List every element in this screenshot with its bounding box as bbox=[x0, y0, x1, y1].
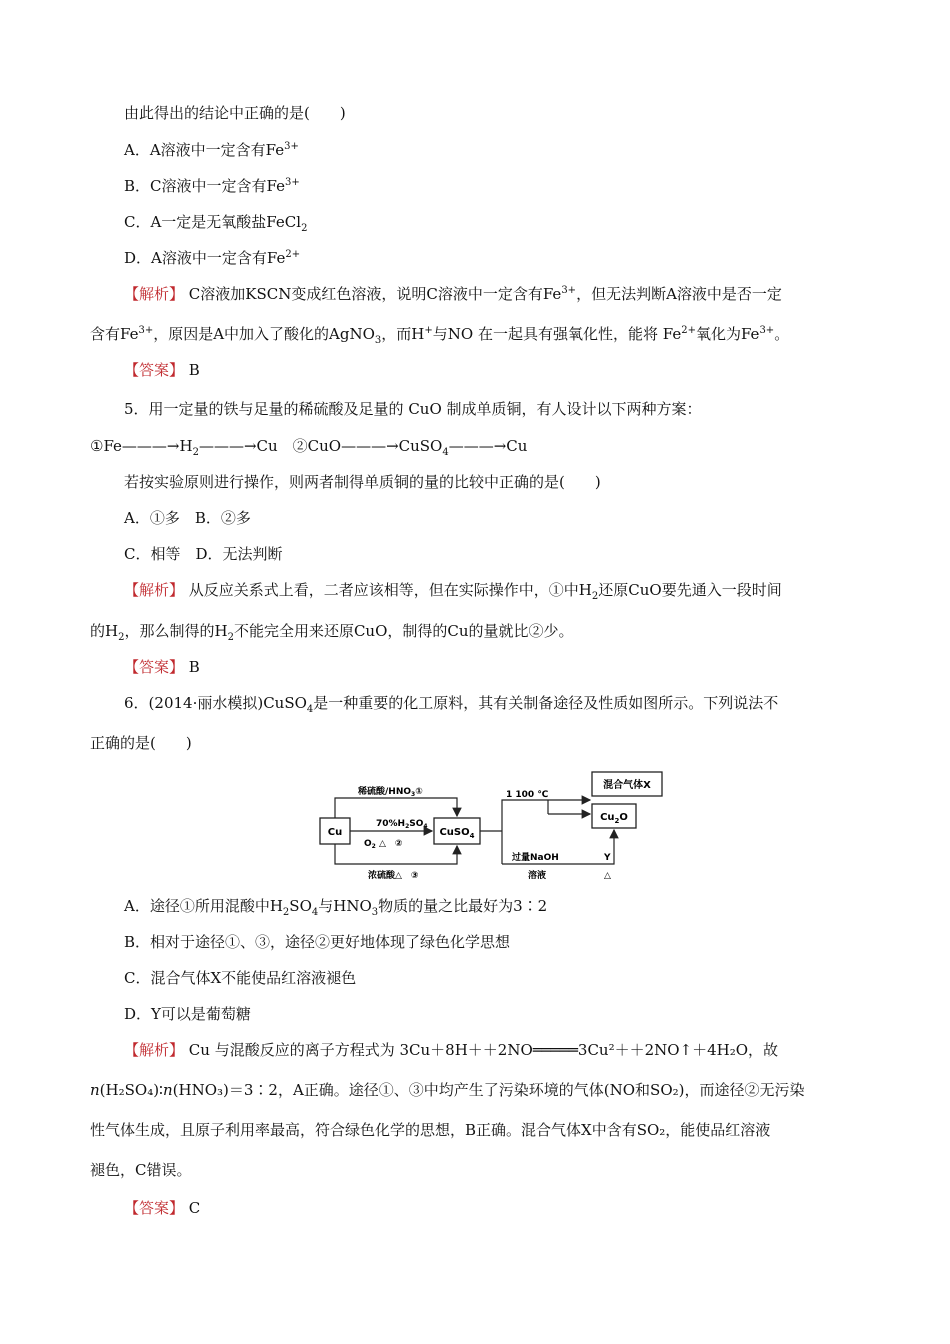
route2-bottom-label: $O_2$ △ ② bbox=[364, 839, 403, 850]
cu2o-label: $Cu_2O$ bbox=[600, 812, 628, 825]
cuso4-label: CuSO$_4$ bbox=[439, 827, 475, 840]
q4-analysis-line1: 【解析】 C溶液加KSCN变成红色溶液，说明C溶液中一定含有$Fe^{3+}$，但无法判断A溶液中是否一定 bbox=[124, 285, 782, 303]
q6-analysis-line4: 褪色，C错误。 bbox=[90, 1161, 192, 1179]
q6-analysis-line3: 性气体生成，且原子利用率最高，符合绿色化学的思想，B正确。混合气体X中含有SO₂，能使品红溶液 bbox=[90, 1121, 771, 1139]
q6-stem-line1: 6．(2014·丽水模拟)CuSO$_4$是一种重要的化工原料，其有关制备途径及性质如图所示。下列说法不 bbox=[124, 694, 779, 715]
cu-label: Cu bbox=[327, 827, 343, 838]
q4-option-a: A．A溶液中一定含有$Fe^{3+}$ bbox=[124, 141, 299, 159]
q5-stem: 5．用一定量的铁与足量的稀硫酸及足量的 CuO 制成单质铜，有人设计以下两种方案： bbox=[124, 400, 702, 418]
q5-options-ab: A．①多 B．②多 bbox=[124, 509, 251, 527]
naoh-top-label: 过量NaOH bbox=[512, 853, 559, 863]
cuso4-preparation-diagram bbox=[318, 770, 670, 886]
q5-answer: 【答案】 B bbox=[124, 658, 200, 676]
q5-schemes: $①Fe———\to H_2———\to Cu$ ②CuO———→CuSO$_4$———→Cu bbox=[90, 437, 528, 458]
analysis-tag: 【解析】 bbox=[124, 1041, 185, 1059]
q4-analysis-line2: 含有$Fe^{3+}$，原因是A中加入了酸化的AgNO$_3$，而H+与NO 在一起具有强氧化性，能将 $Fe^{2+}$氧化为$Fe^{3+}$。 bbox=[90, 325, 790, 346]
q6-analysis-line2: n(H₂SO₄)∶n(HNO₃)＝3∶2，A正确。途径①、③中均产生了污染环境的气体(NO和SO₂)，而途径②无污染 bbox=[90, 1081, 805, 1099]
q6-analysis-line1: 【解析】 Cu 与混酸反应的离子方程式为 3Cu＋8H＋＋2NO═════3Cu²＋＋2NO↑＋4H₂O，故 bbox=[124, 1041, 779, 1059]
answer-tag: 【答案】 bbox=[124, 1199, 185, 1217]
q4-option-d: D．A溶液中一定含有$Fe^{2+}$ bbox=[124, 249, 301, 267]
route2-top-label: $70\%H_2SO_4$ bbox=[376, 819, 428, 830]
diagram-svg bbox=[318, 770, 670, 886]
q5-analysis-line2: 的$H_2$，那么制得的$H_2$不能完全用来还原CuO，制得的Cu的量就比②少。 bbox=[90, 622, 574, 643]
analysis-tag: 【解析】 bbox=[124, 581, 185, 599]
q4-option-b: B．C溶液中一定含有$Fe^{3+}$ bbox=[124, 177, 300, 195]
q6-option-a: A．途径①所用混酸中$H_2SO_4$与$HNO_3$物质的量之比最好为3∶2 bbox=[124, 897, 548, 918]
analysis-tag: 【解析】 bbox=[124, 285, 185, 303]
q6-answer: 【答案】 C bbox=[124, 1199, 201, 1217]
q4-stem: 由此得出的结论中正确的是( ) bbox=[124, 104, 346, 122]
q5-question: 若按实验原则进行操作，则两者制得单质铜的量的比较中正确的是( ) bbox=[124, 473, 601, 491]
delta-label: △ bbox=[604, 871, 611, 881]
q6-option-c: C．混合气体X不能使品红溶液褪色 bbox=[124, 969, 357, 987]
route1-arrow bbox=[335, 798, 457, 818]
temp-label: 1 100 ℃ bbox=[506, 790, 549, 800]
route3-label: 浓硫酸△ ③ bbox=[368, 871, 419, 881]
q6-stem-line2: 正确的是( ) bbox=[90, 734, 192, 752]
route1-label: 稀硫酸$/HNO_3①$ bbox=[358, 787, 423, 798]
answer-tag: 【答案】 bbox=[124, 361, 185, 379]
q5-options-cd: C．相等 D．无法判断 bbox=[124, 545, 283, 563]
q6-option-d: D．Y可以是葡萄糖 bbox=[124, 1005, 251, 1023]
naoh-bottom-label: 溶液 bbox=[528, 871, 547, 881]
q4-option-c: C．A一定是无氧酸盐FeCl$_2$ bbox=[124, 213, 308, 234]
q5-analysis-line1: 【解析】 从反应关系式上看，二者应该相等，但在实际操作中，①中$H_2$还原CuO要先通入一段时间 bbox=[124, 581, 782, 602]
q6-option-b: B．相对于途径①、③，途径②更好地体现了绿色化学思想 bbox=[124, 933, 511, 951]
q4-answer: 【答案】 B bbox=[124, 361, 200, 379]
answer-tag: 【答案】 bbox=[124, 658, 185, 676]
gas-x-label: 混合气体X bbox=[603, 780, 651, 791]
y-label: Y bbox=[604, 853, 611, 863]
